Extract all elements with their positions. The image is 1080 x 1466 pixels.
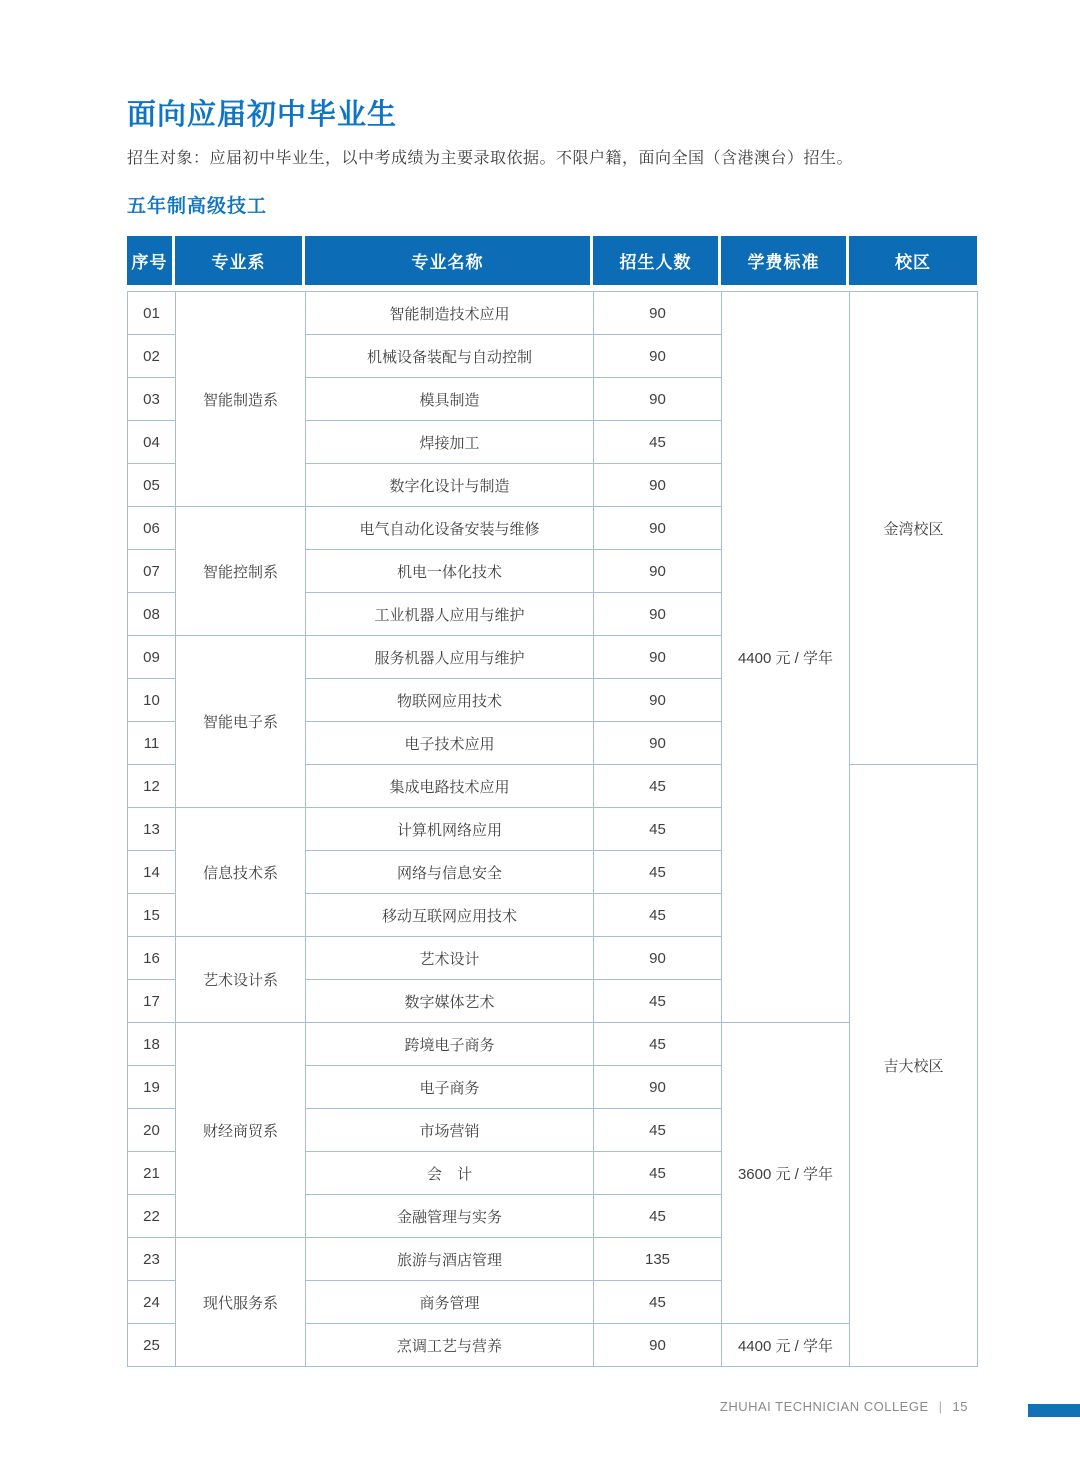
major-name-cell: 网络与信息安全	[306, 851, 594, 894]
admission-target-text: 招生对象：应届初中毕业生，以中考成绩为主要录取依据。不限户籍，面向全国（含港澳台）招生。	[127, 150, 854, 167]
department-cell: 信息技术系	[176, 808, 306, 937]
major-name-cell: 数字化设计与制造	[306, 464, 594, 507]
row-number-cell: 13	[128, 808, 176, 851]
major-name-cell: 旅游与酒店管理	[306, 1238, 594, 1281]
footer-accent-bar	[1028, 1404, 1080, 1417]
enrollment-count-cell: 45	[594, 1281, 722, 1324]
row-number-cell: 22	[128, 1195, 176, 1238]
column-header: 学费标准	[721, 236, 849, 285]
major-name-cell: 集成电路技术应用	[306, 765, 594, 808]
enrollment-count-cell: 90	[594, 464, 722, 507]
row-number-cell: 16	[128, 937, 176, 980]
enrollment-count-cell: 45	[594, 894, 722, 937]
row-number-cell: 20	[128, 1109, 176, 1152]
row-number-cell: 06	[128, 507, 176, 550]
major-name-cell: 艺术设计	[306, 937, 594, 980]
row-number-cell: 10	[128, 679, 176, 722]
major-name-cell: 移动互联网应用技术	[306, 894, 594, 937]
row-number-cell: 09	[128, 636, 176, 679]
row-number-cell: 24	[128, 1281, 176, 1324]
major-name-cell: 电气自动化设备安装与维修	[306, 507, 594, 550]
column-header: 序号	[127, 236, 175, 285]
footer-page-number: 15	[952, 1399, 968, 1414]
row-number-cell: 11	[128, 722, 176, 765]
major-name-cell: 会 计	[306, 1152, 594, 1195]
enrollment-count-cell: 45	[594, 851, 722, 894]
row-number-cell: 12	[128, 765, 176, 808]
row-number-cell: 07	[128, 550, 176, 593]
major-name-cell: 工业机器人应用与维护	[306, 593, 594, 636]
enrollment-count-cell: 90	[594, 507, 722, 550]
major-name-cell: 商务管理	[306, 1281, 594, 1324]
footer-college-name: ZHUHAI TECHNICIAN COLLEGE	[719, 1399, 929, 1414]
row-number-cell: 17	[128, 980, 176, 1023]
tuition-cell: 4400 元 / 学年	[722, 1324, 850, 1367]
major-name-cell: 电子技术应用	[306, 722, 594, 765]
major-name-cell: 金融管理与实务	[306, 1195, 594, 1238]
column-header: 招生人数	[593, 236, 721, 285]
tuition-cell: 3600 元 / 学年	[722, 1023, 850, 1324]
row-number-cell: 21	[128, 1152, 176, 1195]
row-number-cell: 08	[128, 593, 176, 636]
enrollment-count-cell: 135	[594, 1238, 722, 1281]
row-number-cell: 19	[128, 1066, 176, 1109]
column-header: 校区	[849, 236, 977, 285]
campus-cell: 吉大校区	[850, 765, 978, 1367]
major-name-cell: 模具制造	[306, 378, 594, 421]
department-cell: 智能电子系	[176, 636, 306, 808]
row-number-cell: 25	[128, 1324, 176, 1367]
enrollment-count-cell: 90	[594, 722, 722, 765]
row-number-cell: 14	[128, 851, 176, 894]
department-cell: 智能控制系	[176, 507, 306, 636]
major-name-cell: 烹调工艺与营养	[306, 1324, 594, 1367]
major-name-cell: 机械设备装配与自动控制	[306, 335, 594, 378]
enrollment-count-cell: 45	[594, 1152, 722, 1195]
department-cell: 艺术设计系	[176, 937, 306, 1023]
section-heading: 五年制高级技工	[127, 196, 268, 217]
enrollment-count-cell: 90	[594, 292, 722, 335]
enrollment-count-cell: 90	[594, 1324, 722, 1367]
major-name-cell: 焊接加工	[306, 421, 594, 464]
enrollment-count-cell: 45	[594, 808, 722, 851]
enrollment-count-cell: 90	[594, 378, 722, 421]
enrollment-count-cell: 90	[594, 335, 722, 378]
row-number-cell: 15	[128, 894, 176, 937]
enrollment-table	[127, 236, 977, 1367]
enrollment-count-cell: 45	[594, 1195, 722, 1238]
row-number-cell: 04	[128, 421, 176, 464]
campus-cell: 金湾校区	[850, 292, 978, 765]
row-number-cell: 23	[128, 1238, 176, 1281]
major-name-cell: 跨境电子商务	[306, 1023, 594, 1066]
column-header: 专业名称	[305, 236, 593, 285]
tuition-cell: 4400 元 / 学年	[722, 292, 850, 1023]
enrollment-count-cell: 90	[594, 550, 722, 593]
table-body-grid	[127, 291, 978, 1367]
table-header	[127, 236, 977, 285]
major-name-cell: 数字媒体艺术	[306, 980, 594, 1023]
major-name-cell: 机电一体化技术	[306, 550, 594, 593]
enrollment-count-cell: 90	[594, 937, 722, 980]
major-name-cell: 市场营销	[306, 1109, 594, 1152]
major-name-cell: 服务机器人应用与维护	[306, 636, 594, 679]
major-name-cell: 电子商务	[306, 1066, 594, 1109]
table-row	[128, 292, 978, 335]
footer-separator: |	[938, 1399, 943, 1414]
enrollment-count-cell: 45	[594, 1109, 722, 1152]
enrollment-count-cell: 45	[594, 1023, 722, 1066]
department-cell: 现代服务系	[176, 1238, 306, 1367]
enrollment-count-cell: 90	[594, 1066, 722, 1109]
enrollment-count-cell: 90	[594, 636, 722, 679]
enrollment-count-cell: 45	[594, 980, 722, 1023]
table-body	[128, 292, 978, 1367]
row-number-cell: 01	[128, 292, 176, 335]
enrollment-count-cell: 90	[594, 679, 722, 722]
page-footer	[720, 1399, 968, 1414]
row-number-cell: 02	[128, 335, 176, 378]
major-name-cell: 计算机网络应用	[306, 808, 594, 851]
enrollment-count-cell: 45	[594, 765, 722, 808]
major-name-cell: 智能制造技术应用	[306, 292, 594, 335]
column-header: 专业系	[175, 236, 305, 285]
row-number-cell: 03	[128, 378, 176, 421]
page-title: 面向应届初中毕业生	[127, 99, 398, 131]
department-cell: 智能制造系	[176, 292, 306, 507]
enrollment-count-cell: 90	[594, 593, 722, 636]
row-number-cell: 18	[128, 1023, 176, 1066]
row-number-cell: 05	[128, 464, 176, 507]
enrollment-count-cell: 45	[594, 421, 722, 464]
major-name-cell: 物联网应用技术	[306, 679, 594, 722]
department-cell: 财经商贸系	[176, 1023, 306, 1238]
